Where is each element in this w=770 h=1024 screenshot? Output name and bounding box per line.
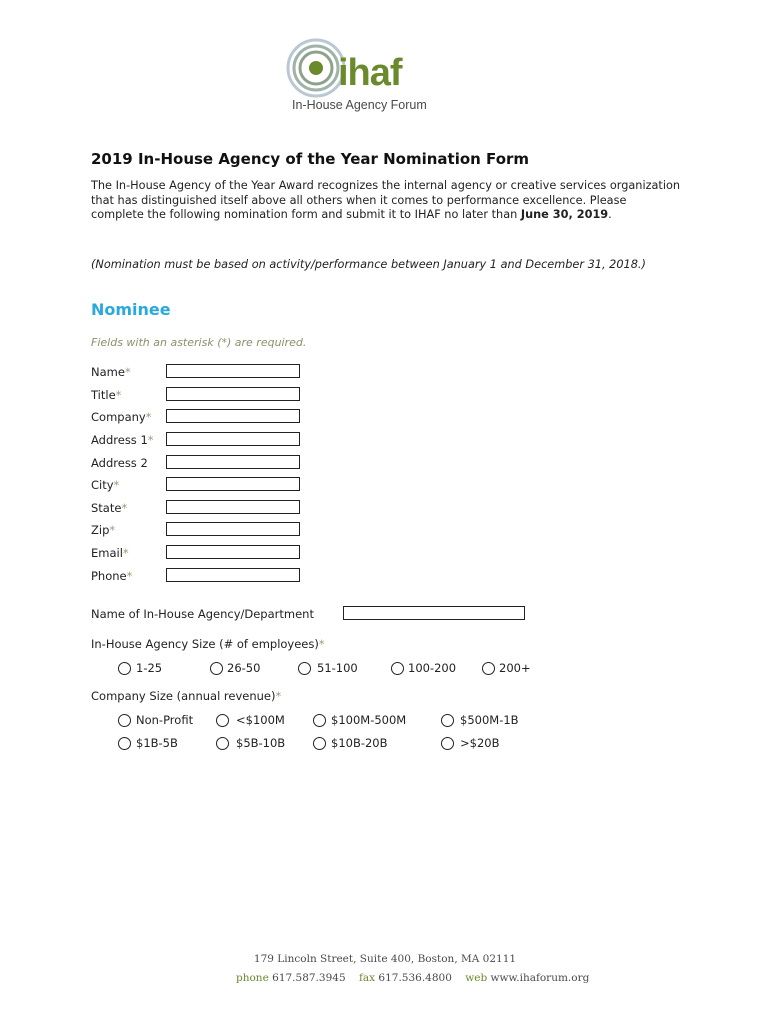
agency-size-option: 26-50 — [227, 661, 261, 675]
company-size-option: $100M-500M — [331, 713, 407, 727]
state-label: State* — [91, 501, 128, 515]
intro-paragraph: The In-House Agency of the Year Award recognizes the internal agency or creative services organization that has distinguished itself above all others when it comes to performance excellence. Please complete the following nomination form and submit it to IHAF no later than June 30, 2019. — [91, 179, 681, 221]
required-fields-note: Fields with an asterisk (*) are required. — [91, 336, 307, 349]
company-size-radio-1b-5b[interactable] — [118, 737, 131, 750]
phone-field[interactable] — [166, 568, 300, 582]
logo-wordmark: ihaf — [338, 52, 402, 94]
agency-size-radio-1-25[interactable] — [118, 662, 131, 675]
name-field[interactable] — [166, 364, 300, 378]
agency-name-field[interactable] — [343, 606, 525, 620]
logo-subtitle: In-House Agency Forum — [292, 98, 427, 112]
nominee-heading: Nominee — [91, 300, 171, 319]
agency-size-radio-100-200[interactable] — [391, 662, 404, 675]
agency-size-option: 100-200 — [408, 661, 457, 675]
agency-size-option: 1-25 — [136, 661, 163, 675]
company-size-option: $500M-1B — [460, 713, 519, 727]
zip-field[interactable] — [166, 522, 300, 536]
nomination-period-note: (Nomination must be based on activity/performance between January 1 and December 31, 2018.) — [91, 258, 646, 271]
phone-label: Phone* — [91, 569, 133, 583]
state-field[interactable] — [166, 500, 300, 514]
company-label: Company* — [91, 410, 152, 424]
company-size-radio-over-20b[interactable] — [441, 737, 454, 750]
company-field[interactable] — [166, 409, 300, 423]
agency-size-option: 51-100 — [317, 661, 358, 675]
address1-label: Address 1* — [91, 433, 154, 447]
company-size-radio-non-profit[interactable] — [118, 714, 131, 727]
title-field[interactable] — [166, 387, 300, 401]
company-size-radio-5b-10b[interactable] — [216, 737, 229, 750]
company-size-option: <$100M — [236, 713, 285, 727]
company-size-option: $10B-20B — [331, 736, 388, 750]
company-size-radio-100m-500m[interactable] — [313, 714, 326, 727]
company-size-radio-500m-1b[interactable] — [441, 714, 454, 727]
zip-label: Zip* — [91, 523, 116, 537]
company-size-label: Company Size (annual revenue)* — [91, 689, 282, 703]
company-size-option: >$20B — [460, 736, 500, 750]
company-size-option: $5B-10B — [236, 736, 286, 750]
address1-field[interactable] — [166, 432, 300, 446]
title-label: Title* — [91, 388, 122, 402]
agency-size-radio-200-plus[interactable] — [482, 662, 495, 675]
agency-size-radio-51-100[interactable] — [298, 662, 311, 675]
company-size-option: $1B-5B — [136, 736, 178, 750]
deadline-date: June 30, 2019 — [520, 208, 609, 221]
email-field[interactable] — [166, 545, 300, 559]
address2-label: Address 2 — [91, 456, 148, 470]
footer-contact: phone 617.587.3945 fax 617.536.4800 web www.ihaforum.org — [236, 972, 590, 984]
city-field[interactable] — [166, 477, 300, 491]
company-size-radio-10b-20b[interactable] — [313, 737, 326, 750]
email-label: Email* — [91, 546, 129, 560]
agency-size-option: 200+ — [499, 661, 531, 675]
city-label: City* — [91, 478, 120, 492]
company-size-radio-under-100m[interactable] — [216, 714, 229, 727]
agency-name-label: Name of In-House Agency/Department — [91, 607, 314, 621]
company-size-option: Non-Profit — [136, 713, 194, 727]
agency-size-radio-26-50[interactable] — [210, 662, 223, 675]
address2-field[interactable] — [166, 455, 300, 469]
footer-web-link[interactable]: www.ihaforum.org — [490, 972, 590, 984]
footer-address: 179 Lincoln Street, Suite 400, Boston, MA 02111 — [253, 953, 517, 965]
name-label: Name* — [91, 365, 131, 379]
agency-size-label: In-House Agency Size (# of employees)* — [91, 637, 325, 651]
form-title: 2019 In-House Agency of the Year Nomination Form — [91, 150, 530, 168]
